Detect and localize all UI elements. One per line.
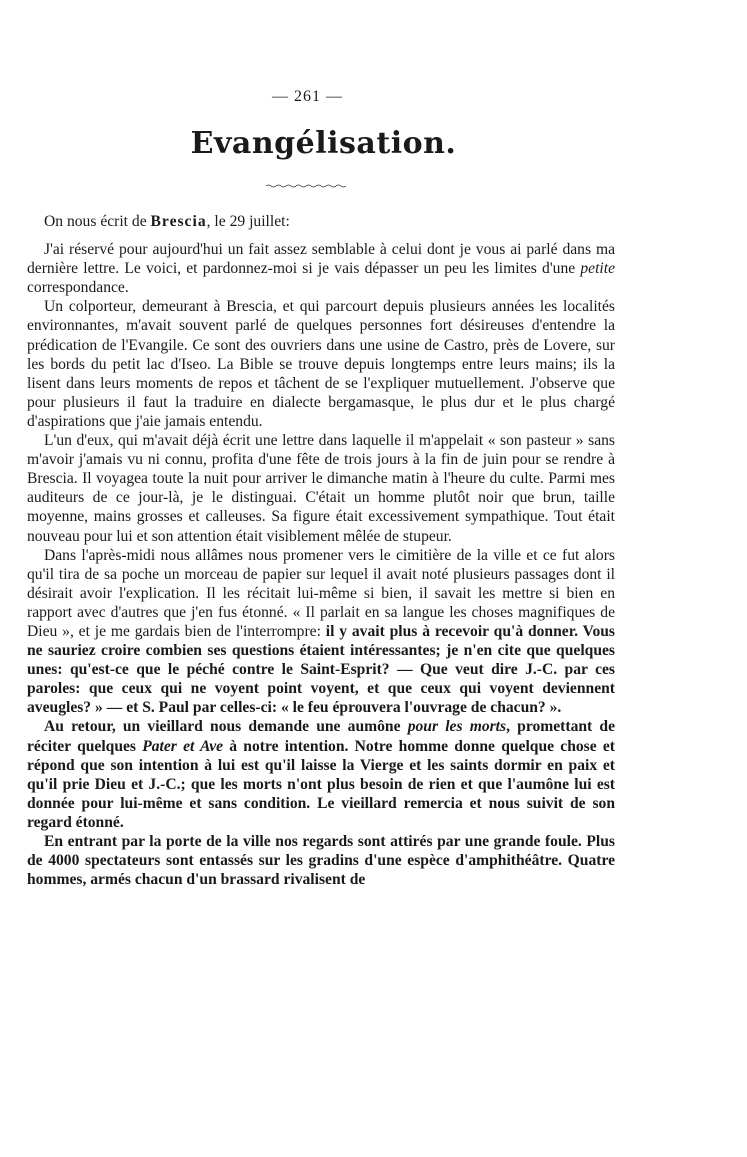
paragraph-1 xyxy=(27,240,615,297)
dateline xyxy=(27,212,615,231)
dateline-date: , le 29 juillet: xyxy=(206,213,290,230)
dateline-place: Brescia xyxy=(150,213,207,230)
paragraph-5-text: Au retour, un vieillard nous demande une aumône xyxy=(44,718,408,736)
paragraph-2: Un colporteur, demeurant à Brescia, et qui parcourt depuis plusieurs années les localités environnantes, m'avait souvent parlé de quelques personnes fort désireuses d'entendre la prédication de l'Evangile. Ce sont des ouvriers dans une usine de Castro, près de Lovere, sur les bords du petit lac d'Iseo. La Bible se trouve depuis longtemps entre leurs mains; ils la lisent dans leurs moments de repos et tâchent de se l'expliquer mutuellement. J'observe que pour plusieurs il faut la traduire en dialecte bergamasque, le plus dur et le plus chargé d'aspirations que j'aie jamais entendu. xyxy=(27,298,615,430)
paragraph-1-text-end: correspondance. xyxy=(27,279,129,297)
paragraph-6 xyxy=(27,832,615,889)
page-title: Evangélisation. xyxy=(190,126,457,161)
paragraph-1-emphasis: petite xyxy=(580,260,615,278)
paragraph-1-text: J'ai réservé pour aujourd'hui un fait assez semblable à celui dont je vous ai parlé dans ma dernière lettre. Le voici, et pardonnez-moi si je vais dépasser un peu les limites d'une xyxy=(27,241,615,278)
paragraph-6-text: En entrant par la porte de la ville nos regards sont attirés par une grande foule. Plus de 4000 spectateurs sont entassés sur les gradins d'une espèce d'amphithéâtre. Quatre hommes, armés chacun d'un brassard rivalisent de xyxy=(27,833,615,889)
paragraph-3: L'un d'eux, qui m'avait déjà écrit une lettre dans laquelle il m'appelait « son pasteur » sans m'avoir j'amais vu ni connu, profita d'une fête de trois jours à la fin de juin pour se rendre à Brescia. Il voyagea toute la nuit pour arriver le dimanche matin à l'heure du culte. Parmi mes auditeurs de ce jour-là, je le distinguai. C'était un homme plutôt noir que brun, taille moyenne, mains grosses et calleuses. Sa figure était excessivement sympathique. Tout était nouveau pour lui et son attention était visiblement mêlée de stupeur. xyxy=(27,432,615,545)
paragraph-4-text: Dans l'après-midi nous allâmes nous promener vers le cimitière de la ville et ce fut alors qu'il tira de sa poche un morceau de papier sur lequel il avait noté plusieurs passages dont il désirait avoir l'explication. Il les récitait lui-même si bien, il savait les mettre si bien en rapport avec d'autres que j'en fus étonné. « Il parlait en sa langue les choses magnifiques de Dieu », et je me gardais bien de l'interrompre: xyxy=(27,546,615,640)
page-number: — 261 — xyxy=(272,88,343,105)
paragraph-5-text-end: à notre intention. Notre homme donne quelque chose et répond que son intention à lui est qu'il laisse la Vierge et les saints dormir en paix et qu'il prie Dieu et J.-C.; que les morts n'ont plus besoin de rien et que l'aumône lui est donnée pour lui-même et sans condition. Le vieillard remercia et nous suivit de son regard étonné. xyxy=(27,737,615,831)
paragraph-4-bold-text: il y avait plus à recevoir qu'à donner. Vous ne sauriez croire combien ses questions étaient intéressantes; je n'en cite que quelques unes: qu'est-ce que le péché contre le Saint-Esprit? — Que veut dire J.-C. par ces paroles: que ceux qui ne voyent point voyent, et que ceux qui voyent deviennent aveugles? » — et S. Paul par celles-ci: « le feu éprouvera l'ouvrage de chacun? ». xyxy=(27,622,615,717)
dateline-prefix: On nous écrit de xyxy=(44,213,151,230)
paragraph-5-text-mid: , promettant de réciter quelques xyxy=(27,718,615,755)
paragraph-5-emphasis-2: Pater et Ave xyxy=(142,737,224,755)
paragraph-4 xyxy=(27,546,615,718)
article-body xyxy=(27,212,615,889)
paragraph-5-emphasis-1: pour les morts xyxy=(407,718,507,736)
paragraph-5 xyxy=(27,717,615,832)
title-rule-ornament xyxy=(266,184,346,188)
